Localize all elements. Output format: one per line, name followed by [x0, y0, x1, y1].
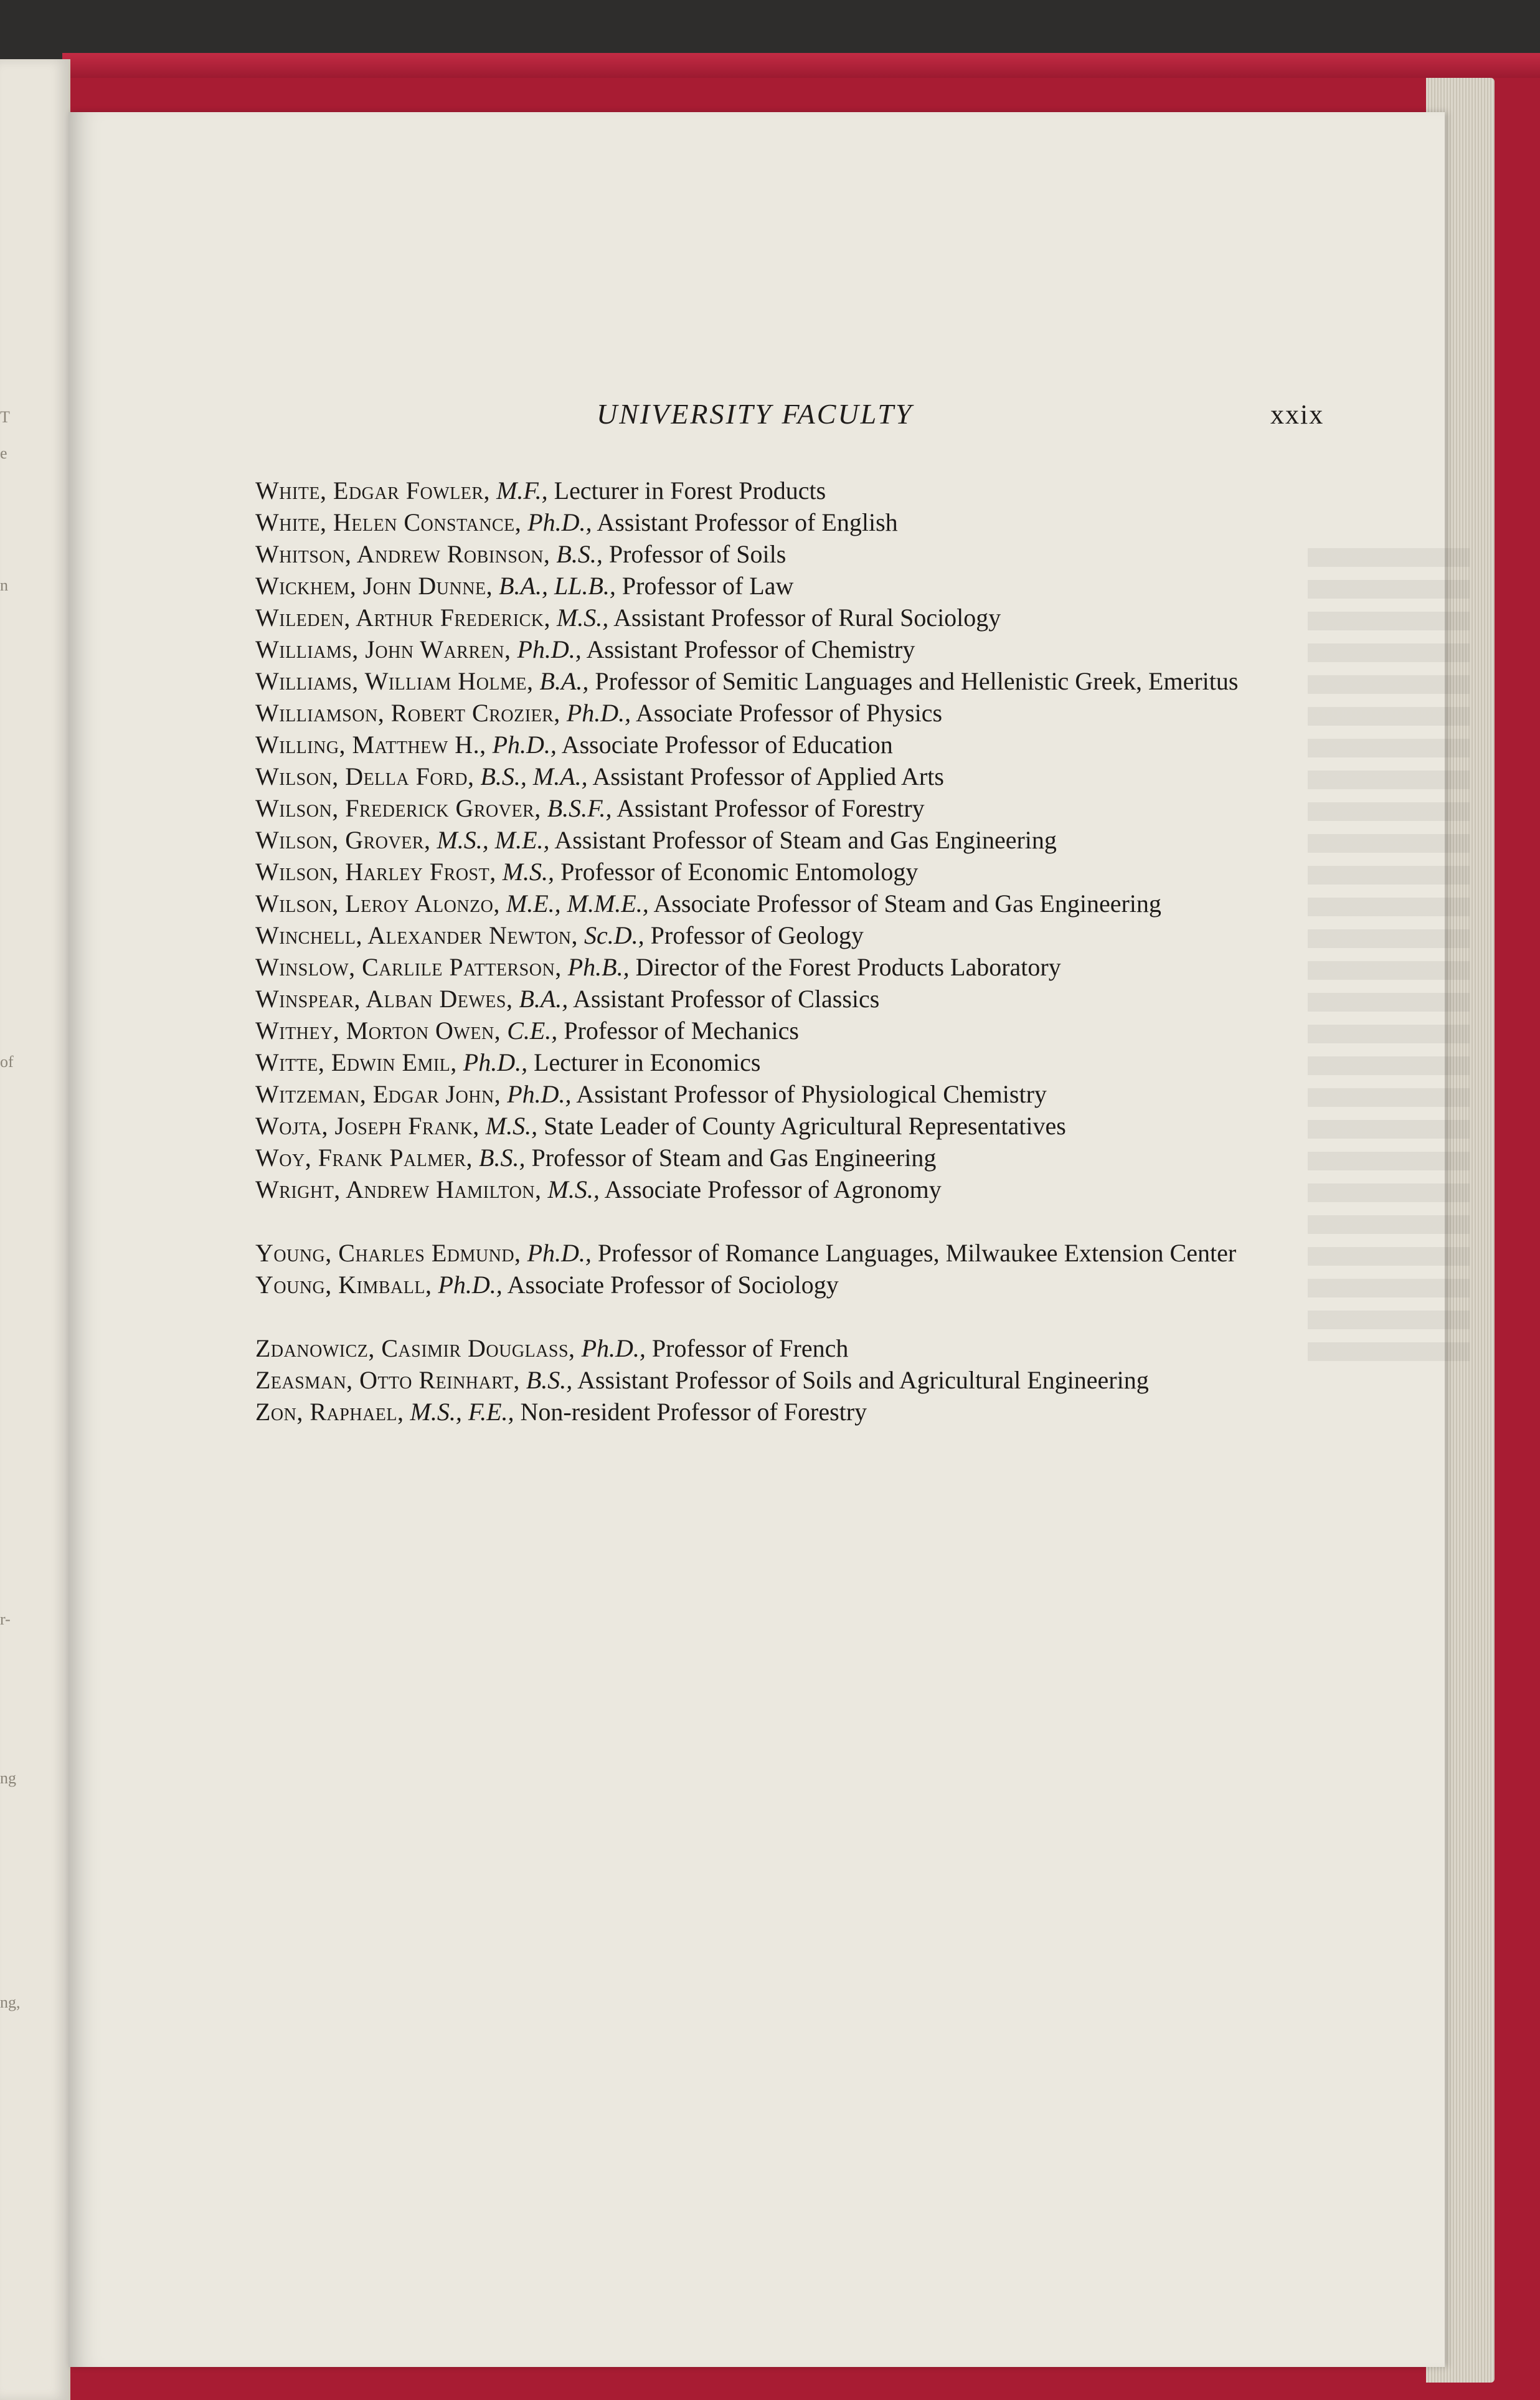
- faculty-name: Williams, John Warren,: [255, 635, 511, 663]
- faculty-title: Lecturer in Economics: [534, 1048, 761, 1076]
- faculty-entry: [255, 1396, 1330, 1428]
- faculty-degrees: B.S.F.,: [547, 794, 612, 822]
- faculty-title: Professor of Economic Entomology: [560, 858, 919, 886]
- faculty-entry: [255, 824, 1330, 856]
- faculty-name: Wilson, Grover,: [255, 826, 431, 854]
- facing-page-fragment: ng,: [0, 1993, 21, 2011]
- faculty-title: Professor of Soils: [608, 540, 787, 568]
- faculty-name: Wilson, Frederick Grover,: [255, 794, 541, 822]
- faculty-name: Whitson, Andrew Robinson,: [255, 540, 550, 568]
- faculty-entry: [255, 1364, 1330, 1396]
- faculty-name: Wileden, Arthur Frederick,: [255, 604, 550, 632]
- faculty-degrees: Ph.D.,: [507, 1080, 572, 1108]
- faculty-title: Director of the Forest Products Laboratory: [635, 953, 1061, 981]
- document-page: [68, 112, 1445, 2367]
- faculty-title: Professor of Geology: [650, 921, 864, 949]
- faculty-entry: [255, 761, 1330, 792]
- faculty-degrees: B.S., M.A.,: [480, 762, 588, 790]
- faculty-title: Assistant Professor of Soils and Agricultural Engineering: [577, 1366, 1149, 1394]
- faculty-entry: [255, 1015, 1330, 1046]
- faculty-title: Associate Professor of Sociology: [507, 1271, 839, 1299]
- faculty-degrees: M.S.,: [547, 1175, 600, 1203]
- cover-edge: [62, 53, 1540, 78]
- faculty-degrees: Ph.B.,: [567, 953, 630, 981]
- faculty-entry: [255, 665, 1330, 697]
- faculty-name: Woy, Frank Palmer,: [255, 1144, 473, 1172]
- faculty-entry: [255, 1046, 1330, 1078]
- faculty-entry: [255, 475, 1330, 506]
- faculty-title: Professor of Semitic Languages and Hellenistic Greek, Emeritus: [595, 667, 1239, 695]
- faculty-entry: [255, 919, 1330, 951]
- faculty-degrees: B.A.,: [539, 667, 589, 695]
- faculty-degrees: M.S., M.E.,: [437, 826, 550, 854]
- faculty-entry: [255, 1174, 1330, 1205]
- faculty-name: Winchell, Alexander Newton,: [255, 921, 579, 949]
- faculty-name: Witte, Edwin Emil,: [255, 1048, 457, 1076]
- faculty-title: Assistant Professor of Rural Sociology: [613, 604, 1001, 632]
- faculty-entry: [255, 856, 1330, 888]
- facing-page-fragment: of: [0, 1053, 14, 1071]
- faculty-name: White, Helen Constance,: [255, 508, 522, 536]
- faculty-name: Zdanowicz, Casimir Douglass,: [255, 1334, 575, 1362]
- faculty-title: Assistant Professor of Physiological Chemistry: [576, 1080, 1047, 1108]
- faculty-entry: [255, 633, 1330, 665]
- faculty-title: Associate Professor of Education: [561, 731, 893, 759]
- faculty-degrees: Sc.D.,: [584, 921, 645, 949]
- faculty-entry: [255, 888, 1330, 919]
- show-through-text: [1308, 548, 1470, 1370]
- faculty-title: Associate Professor of Agronomy: [604, 1175, 942, 1203]
- faculty-name: Witzeman, Edgar John,: [255, 1080, 501, 1108]
- page-number: xxix: [1270, 399, 1325, 430]
- faculty-title: Assistant Professor of Chemistry: [586, 635, 915, 663]
- faculty-entry: [255, 729, 1330, 761]
- faculty-degrees: B.S.,: [556, 540, 603, 568]
- faculty-title: Assistant Professor of English: [597, 508, 898, 536]
- faculty-title: Assistant Professor of Applied Arts: [592, 762, 944, 790]
- faculty-list: [255, 475, 1330, 1428]
- faculty-name: Winslow, Carlile Patterson,: [255, 953, 562, 981]
- faculty-title: Non-resident Professor of Forestry: [520, 1398, 867, 1426]
- faculty-degrees: Ph.D.,: [463, 1048, 528, 1076]
- faculty-title: Professor of Law: [621, 572, 794, 600]
- faculty-title: Assistant Professor of Forestry: [616, 794, 925, 822]
- faculty-entry: [255, 1078, 1330, 1110]
- faculty-name: Young, Kimball,: [255, 1271, 432, 1299]
- faculty-name: Wojta, Joseph Frank,: [255, 1112, 479, 1140]
- faculty-name: Wilson, Leroy Alonzo,: [255, 889, 500, 918]
- faculty-name: Young, Charles Edmund,: [255, 1239, 521, 1267]
- faculty-degrees: Ph.D.,: [581, 1334, 646, 1362]
- faculty-degrees: M.S.,: [485, 1112, 538, 1140]
- faculty-degrees: M.E., M.M.E.,: [506, 889, 649, 918]
- faculty-name: Wilson, Della Ford,: [255, 762, 475, 790]
- facing-page-fragment: e: [0, 444, 7, 462]
- faculty-title: Associate Professor of Physics: [635, 699, 943, 727]
- facing-page-fragment: n: [0, 576, 8, 594]
- faculty-title: Lecturer in Forest Products: [554, 477, 826, 505]
- faculty-name: Wickhem, John Dunne,: [255, 572, 493, 600]
- faculty-entry: [255, 1110, 1330, 1142]
- faculty-degrees: C.E.,: [507, 1017, 558, 1045]
- facing-page-fragment: T: [0, 408, 10, 426]
- faculty-title: Associate Professor of Steam and Gas Engineering: [653, 889, 1161, 918]
- faculty-name: Withey, Morton Owen,: [255, 1017, 501, 1045]
- faculty-entry: [255, 697, 1330, 729]
- faculty-entry: [255, 1237, 1330, 1269]
- faculty-degrees: M.S., F.E.,: [410, 1398, 514, 1426]
- facing-page: [0, 59, 70, 2400]
- running-title: UNIVERSITY FACULTY: [597, 398, 914, 430]
- faculty-degrees: B.A., LL.B.,: [499, 572, 616, 600]
- faculty-title: Professor of French: [651, 1334, 849, 1362]
- faculty-name: Williamson, Robert Crozier,: [255, 699, 560, 727]
- faculty-name: Wright, Andrew Hamilton,: [255, 1175, 542, 1203]
- faculty-name: Winspear, Alban Dewes,: [255, 985, 513, 1013]
- faculty-name: Willing, Matthew H.,: [255, 731, 486, 759]
- faculty-entry: [255, 570, 1330, 602]
- faculty-entry: [255, 951, 1330, 983]
- faculty-degrees: M.S.,: [502, 858, 555, 886]
- faculty-degrees: Ph.D.,: [527, 1239, 592, 1267]
- faculty-degrees: B.A.,: [519, 985, 569, 1013]
- faculty-title: Professor of Mechanics: [564, 1017, 799, 1045]
- faculty-title: Assistant Professor of Steam and Gas Engineering: [554, 826, 1057, 854]
- faculty-degrees: B.S.,: [479, 1144, 526, 1172]
- faculty-degrees: B.S.,: [526, 1366, 573, 1394]
- page-header: [68, 397, 1445, 435]
- faculty-degrees: Ph.D.,: [438, 1271, 503, 1299]
- faculty-degrees: Ph.D.,: [492, 731, 557, 759]
- faculty-name: Zeasman, Otto Reinhart,: [255, 1366, 520, 1394]
- faculty-entry: [255, 602, 1330, 633]
- faculty-name: Zon, Raphael,: [255, 1398, 404, 1426]
- faculty-title: State Leader of County Agricultural Representatives: [544, 1112, 1066, 1140]
- faculty-degrees: M.S.,: [556, 604, 609, 632]
- faculty-entry: [255, 983, 1330, 1015]
- faculty-name: White, Edgar Fowler,: [255, 477, 491, 505]
- faculty-entry: [255, 506, 1330, 538]
- facing-page-fragment: r-: [0, 1610, 11, 1628]
- faculty-entry: [255, 1142, 1330, 1174]
- faculty-degrees: Ph.D.,: [517, 635, 582, 663]
- faculty-name: Wilson, Harley Frost,: [255, 858, 496, 886]
- faculty-title: Professor of Romance Languages, Milwaukee Extension Center: [597, 1239, 1237, 1267]
- faculty-degrees: Ph.D.,: [527, 508, 592, 536]
- faculty-entry: [255, 1269, 1330, 1301]
- faculty-entry: [255, 792, 1330, 824]
- faculty-title: Professor of Steam and Gas Engineering: [531, 1144, 937, 1172]
- faculty-degrees: Ph.D.,: [566, 699, 631, 727]
- faculty-degrees: M.F.,: [496, 477, 548, 505]
- faculty-name: Williams, William Holme,: [255, 667, 534, 695]
- faculty-entry: [255, 1332, 1330, 1364]
- faculty-title: Assistant Professor of Classics: [573, 985, 880, 1013]
- faculty-entry: [255, 538, 1330, 570]
- facing-page-fragment: ng: [0, 1769, 16, 1787]
